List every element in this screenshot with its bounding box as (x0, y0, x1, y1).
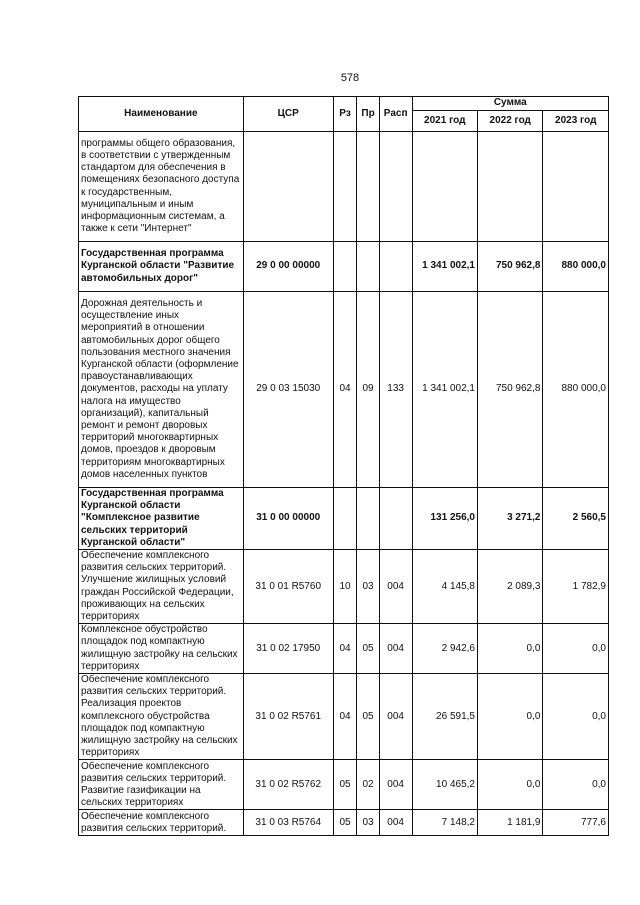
cell-2023: 0,0 (543, 760, 609, 810)
cell-2021: 7 148,2 (412, 810, 477, 836)
header-pr: Пр (357, 97, 380, 132)
cell-2021: 2 942,6 (412, 624, 477, 674)
header-2022: 2022 год (477, 111, 542, 132)
cell-2022: 0,0 (477, 674, 542, 760)
cell-csr: 31 0 03 R5764 (243, 810, 333, 836)
cell-csr: 31 0 02 17950 (243, 624, 333, 674)
header-rasp: Расп (379, 97, 412, 132)
cell-rasp: 133 (379, 292, 412, 488)
cell-pr: 03 (357, 550, 380, 624)
cell-2021: 10 465,2 (412, 760, 477, 810)
cell-name: Обеспечение комплексного развития сельских территорий. Реализация проектов комплексного обустройства площадок под компактную жилищную застройку на сельских территориях (79, 674, 244, 760)
header-2023: 2023 год (543, 111, 609, 132)
cell-rz (333, 242, 357, 292)
cell-pr: 05 (357, 624, 380, 674)
table-row (79, 488, 609, 550)
table-row (79, 292, 609, 488)
cell-2022 (477, 132, 542, 242)
cell-name: Обеспечение комплексного развития сельских территорий. (79, 810, 244, 836)
cell-rz: 10 (333, 550, 357, 624)
cell-rz (333, 132, 357, 242)
cell-rasp (379, 242, 412, 292)
cell-name: Обеспечение комплексного развития сельских территорий. Развитие газификации на сельских территориях (79, 760, 244, 810)
cell-name: Дорожная деятельность и осуществление иных мероприятий в отношении автомобильных дорог общего пользования местного значения Курганской области (оформление правоустанавливающих документов, расходы на уплату налога на имущество организаций), капитальный ремонт и ремонт дворовых территорий многоквартирных домов, проездов к дворовым территориям многоквартирных домов населенных пунктов (79, 292, 244, 488)
cell-csr: 29 0 03 15030 (243, 292, 333, 488)
cell-pr: 05 (357, 674, 380, 760)
cell-2023: 880 000,0 (543, 292, 609, 488)
cell-2023: 777,6 (543, 810, 609, 836)
cell-rasp: 004 (379, 624, 412, 674)
cell-pr: 09 (357, 292, 380, 488)
cell-2022: 750 962,8 (477, 292, 542, 488)
cell-rz: 04 (333, 624, 357, 674)
cell-rasp: 004 (379, 760, 412, 810)
cell-rz: 05 (333, 810, 357, 836)
cell-csr (243, 132, 333, 242)
table-row (79, 132, 609, 242)
cell-2023: 2 560,5 (543, 488, 609, 550)
cell-rz: 04 (333, 292, 357, 488)
cell-pr (357, 132, 380, 242)
table-row (79, 760, 609, 810)
cell-2021: 1 341 002,1 (412, 242, 477, 292)
cell-2023: 880 000,0 (543, 242, 609, 292)
cell-csr: 31 0 02 R5762 (243, 760, 333, 810)
cell-rasp: 004 (379, 674, 412, 760)
cell-rasp (379, 132, 412, 242)
cell-2022: 0,0 (477, 760, 542, 810)
cell-rasp: 004 (379, 810, 412, 836)
cell-2023: 1 782,9 (543, 550, 609, 624)
page-number: 578 (340, 72, 360, 84)
table-row (79, 242, 609, 292)
header-sum: Сумма (412, 97, 608, 111)
table-row (79, 674, 609, 760)
cell-2021: 131 256,0 (412, 488, 477, 550)
cell-2023: 0,0 (543, 674, 609, 760)
cell-csr: 29 0 00 00000 (243, 242, 333, 292)
header-rz: Рз (333, 97, 357, 132)
cell-2022: 0,0 (477, 624, 542, 674)
cell-csr: 31 0 00 00000 (243, 488, 333, 550)
cell-2021 (412, 132, 477, 242)
table-row (79, 810, 609, 836)
cell-rz: 05 (333, 760, 357, 810)
cell-2023: 0,0 (543, 624, 609, 674)
cell-2022: 3 271,2 (477, 488, 542, 550)
cell-name: Государственная программа Курганской области "Комплексное развитие сельских территорий Курганской области" (79, 488, 244, 550)
cell-rz (333, 488, 357, 550)
header-2021: 2021 год (412, 111, 477, 132)
cell-pr: 02 (357, 760, 380, 810)
cell-rz: 04 (333, 674, 357, 760)
cell-2021: 1 341 002,1 (412, 292, 477, 488)
cell-name: Комплексное обустройство площадок под компактную жилищную застройку на сельских территориях (79, 624, 244, 674)
cell-2023 (543, 132, 609, 242)
cell-name: Обеспечение комплексного развития сельских территорий. Улучшение жилищных условий граждан Российской Федерации, проживающих на сельских территориях (79, 550, 244, 624)
cell-rasp (379, 488, 412, 550)
header-name: Наименование (79, 97, 244, 132)
budget-table (78, 96, 609, 836)
cell-pr (357, 242, 380, 292)
cell-2022: 750 962,8 (477, 242, 542, 292)
table-row (79, 550, 609, 624)
table-row (79, 624, 609, 674)
cell-name: Государственная программа Курганской области "Развитие автомобильных дорог" (79, 242, 244, 292)
cell-csr: 31 0 01 R5760 (243, 550, 333, 624)
cell-2021: 26 591,5 (412, 674, 477, 760)
cell-pr: 03 (357, 810, 380, 836)
cell-2021: 4 145,8 (412, 550, 477, 624)
cell-2022: 1 181,9 (477, 810, 542, 836)
cell-2022: 2 089,3 (477, 550, 542, 624)
cell-pr (357, 488, 380, 550)
cell-name: программы общего образования, в соответствии с утвержденным стандартом для обеспечения в помещениях безопасного доступа к государственным, муниципальным и иным информационным системам, а также к сети "Интернет" (79, 132, 244, 242)
header-csr: ЦСР (243, 97, 333, 132)
cell-csr: 31 0 02 R5761 (243, 674, 333, 760)
cell-rasp: 004 (379, 550, 412, 624)
